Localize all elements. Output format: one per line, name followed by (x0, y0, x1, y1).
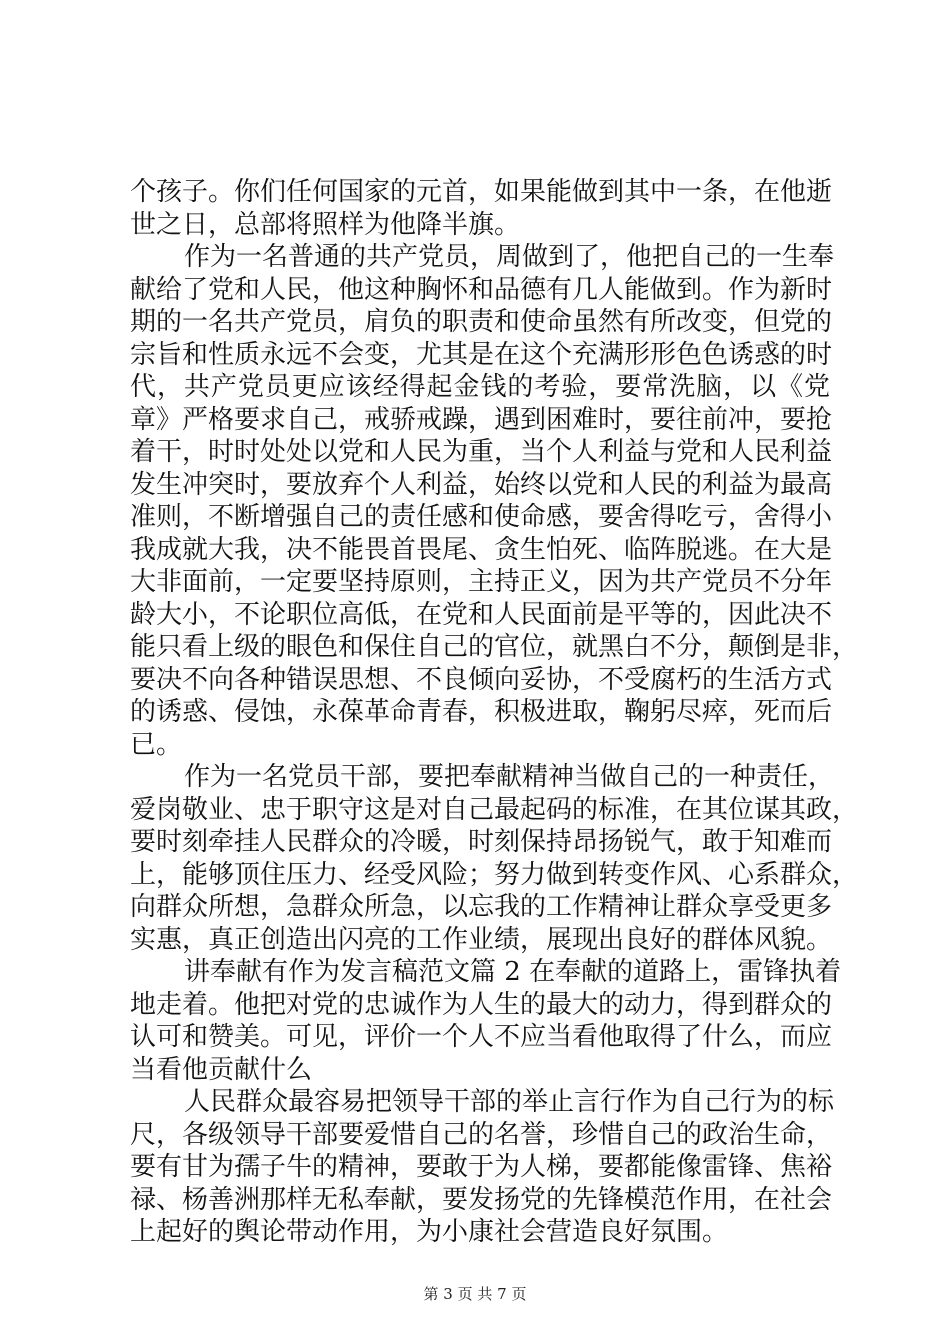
text-line: 实惠，真正创造出闪亮的工作业绩，展现出良好的群体风貌。 (130, 924, 833, 955)
text-line: 世之日，总部将照样为他降半旗。 (130, 209, 521, 240)
paragraph (130, 761, 859, 956)
page-number-footer: 第 3 页 共 7 页 (423, 1285, 527, 1303)
text-line: 献给了党和人民，他这种胸怀和品德有几人能做到。作为新时 (130, 274, 833, 305)
text-line: 认可和赞美。可见，评价一个人不应当看他取得了什么，而应 (130, 1022, 833, 1052)
text-line: 要有甘为孺子牛的精神，要敢于为人梯，要都能像雷锋、焦裕 (130, 1152, 833, 1182)
text-line: 讲奉献有作为发言稿范文篇 2 在奉献的道路上，雷锋执着 (184, 957, 842, 987)
paragraph (130, 1086, 835, 1249)
text-line: 作为一名党员干部，要把奉献精神当做自己的一种责任， (184, 762, 835, 792)
paragraph (130, 956, 842, 1086)
paragraph (130, 176, 833, 241)
text-line: 准则，不断增强自己的责任感和使命感，要舍得吃亏，舍得小 (130, 502, 833, 532)
paragraph (130, 241, 859, 761)
text-line: 能只看上级的眼色和保住自己的官位，就黑白不分，颠倒是非， (130, 632, 859, 662)
text-line: 发生冲突时，要放弃个人利益，始终以党和人民的利益为最高 (130, 469, 833, 500)
text-line: 代，共产党员更应该经得起金钱的考验，要常洗脑，以《党 (130, 372, 830, 402)
text-line: 着干，时时处处以党和人民为重，当个人利益与党和人民利益 (130, 437, 833, 467)
text-line: 的诱惑、侵蚀，永葆革命青春，积极进取，鞠躬尽瘁，死而后 (130, 697, 833, 727)
text-line: 向群众所想，急群众所急，以忘我的工作精神让群众享受更多 (130, 892, 833, 922)
text-line: 地走着。他把对党的忠诚作为人生的最大的动力，得到群众的 (130, 989, 833, 1020)
text-line: 大非面前，一定要坚持原则，主持正义，因为共产党员不分年 (130, 567, 833, 597)
text-line: 龄大小，不论职位高低，在党和人民面前是平等的，因此决不 (130, 599, 833, 630)
text-line: 要时刻牵挂人民群众的冷暖，时刻保持昂扬锐气，敢于知难而 (130, 827, 833, 857)
text-line: 尺，各级领导干部要爱惜自己的名誉，珍惜自己的政治生命， (130, 1119, 833, 1150)
text-line: 我成就大我，决不能畏首畏尾、贪生怕死、临阵脱逃。在大是 (130, 534, 833, 565)
text-line: 上起好的舆论带动作用，为小康社会营造良好氛围。 (130, 1217, 729, 1247)
text-line: 爱岗敬业、忠于职守这是对自己最起码的标准，在其位谋其政， (130, 794, 859, 825)
text-line: 期的一名共产党员，肩负的职责和使命虽然有所改变，但党的 (130, 307, 833, 337)
text-line: 章》严格要求自己，戒骄戒躁，遇到困难时，要往前冲，要抢 (130, 404, 833, 435)
text-line: 个孩子。你们任何国家的元首，如果能做到其中一条，在他逝 (130, 177, 833, 207)
document-body (130, 176, 859, 1249)
text-line: 宗旨和性质永远不会变，尤其是在这个充满形形色色诱惑的时 (130, 339, 833, 370)
text-line: 禄、杨善洲那样无私奉献，要发扬党的先锋模范作用，在社会 (130, 1184, 833, 1215)
text-line: 上，能够顶住压力、经受风险；努力做到转变作风、心系群众， (130, 859, 859, 890)
text-line: 已。 (130, 729, 183, 760)
text-line: 要决不向各种错误思想、不良倾向妥协，不受腐朽的生活方式 (130, 664, 833, 695)
text-line: 当看他贡献什么 (130, 1054, 313, 1085)
text-line: 作为一名普通的共产党员，周做到了，他把自己的一生奉 (184, 242, 835, 272)
text-line: 人民群众最容易把领导干部的举止言行作为自己行为的标 (184, 1087, 835, 1117)
